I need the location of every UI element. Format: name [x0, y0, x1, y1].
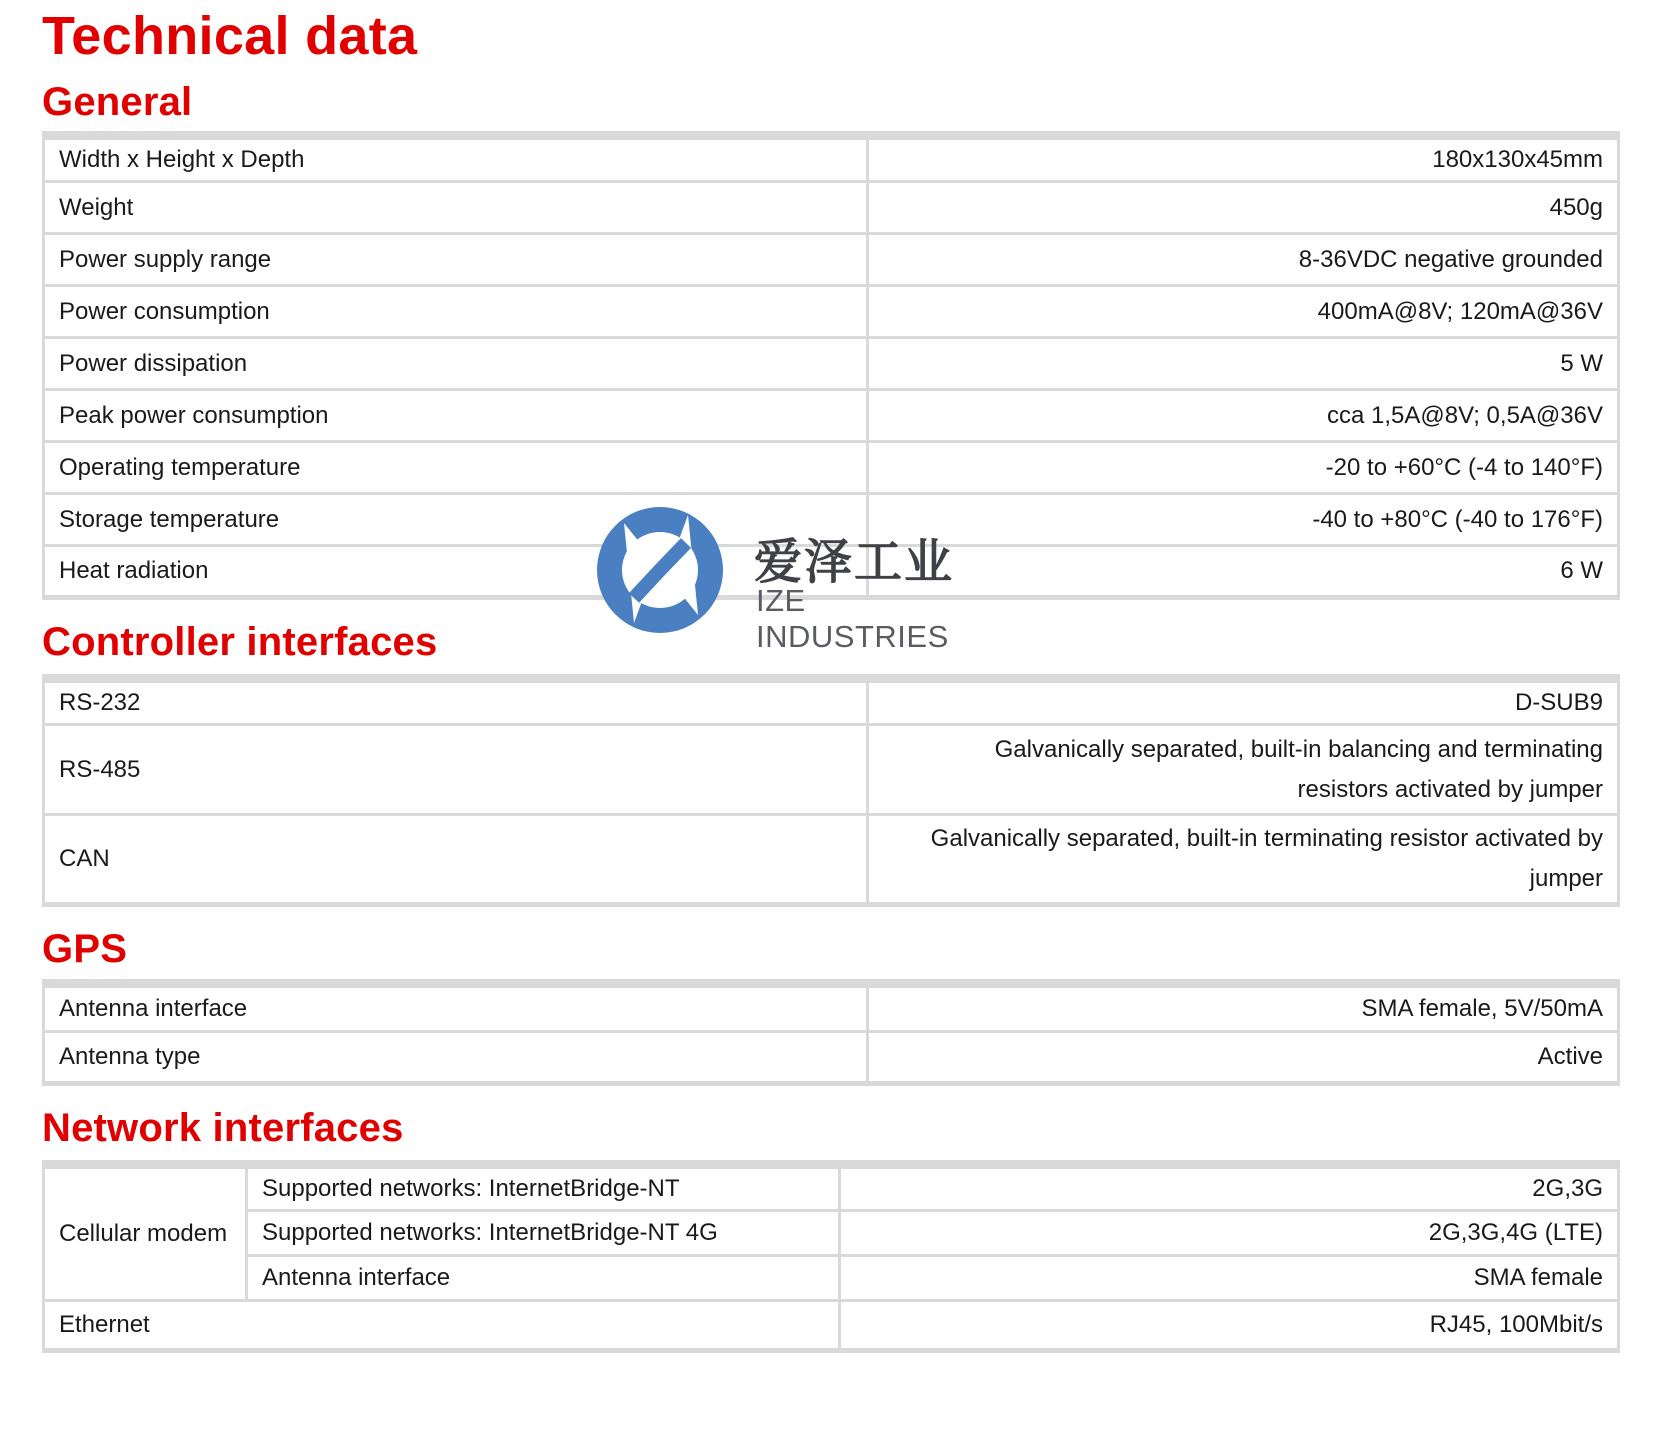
row-label: Antenna interface [44, 984, 868, 1032]
table-row [44, 725, 1619, 815]
row-value-line: Galvanically separated, built-in terminating resistor activated by [930, 825, 1603, 852]
row-value: 5 W [868, 338, 1619, 390]
watermark-english-text: IZE INDUSTRIES [756, 583, 949, 654]
row-value: 8-36VDC negative grounded [868, 234, 1619, 286]
row-value: 6 W [868, 546, 1619, 598]
row-label: Power dissipation [44, 338, 868, 390]
row-value: 2G,3G,4G (LTE) [840, 1211, 1619, 1256]
table-row [44, 679, 1619, 725]
row-value-line: Galvanically separated, built-in balancing and terminating [994, 735, 1603, 763]
row-label: Antenna interface [247, 1256, 840, 1301]
table-row [44, 1256, 1619, 1301]
row-label: Peak power consumption [44, 390, 868, 442]
table-row [44, 1301, 1619, 1351]
row-value: RJ45, 100Mbit/s [840, 1301, 1619, 1351]
row-label: Heat radiation [44, 546, 868, 598]
row-value: cca 1,5A@8V; 0,5A@36V [868, 390, 1619, 442]
general-table [42, 131, 1620, 600]
row-value: 2G,3G [1532, 1175, 1603, 1202]
table-row [44, 136, 1619, 182]
section-title-gps: GPS [42, 927, 128, 971]
watermark-chinese-text: 爱泽工业 [754, 534, 955, 590]
section-title-controller-interfaces: Controller interfaces [42, 620, 438, 664]
technical-data-document [42, 0, 1620, 1353]
table-row [44, 182, 1619, 234]
row-label: RS-485 [44, 725, 868, 815]
network-interfaces-table [42, 1160, 1620, 1353]
controller-interfaces-table [42, 674, 1620, 907]
table-row [44, 494, 1619, 546]
table-row [44, 1211, 1619, 1256]
row-label: RS-232 [44, 679, 868, 725]
group-label: Cellular modem [44, 1165, 247, 1301]
row-value: SMA female, 5V/50mA [1361, 995, 1603, 1022]
row-value: -40 to +80°C (-40 to 176°F) [868, 494, 1619, 546]
table-row [44, 984, 1619, 1032]
row-value: Active [868, 1032, 1619, 1084]
row-label: Supported networks: InternetBridge-NT 4G [247, 1211, 840, 1256]
table-row [44, 442, 1619, 494]
table-row [44, 338, 1619, 390]
row-value: -20 to +60°C (-4 to 140°F) [868, 442, 1619, 494]
row-value: 450g [868, 182, 1619, 234]
row-label: Antenna type [44, 1032, 868, 1084]
row-label: Power supply range [44, 234, 868, 286]
row-label: CAN [44, 815, 868, 905]
table-row [44, 815, 1619, 905]
row-value: 180x130x45mm [1432, 146, 1603, 173]
row-label: Storage temperature [44, 494, 868, 546]
table-row [44, 546, 1619, 598]
row-value: D-SUB9 [1514, 689, 1603, 716]
table-row [44, 1165, 1619, 1211]
row-value: 400mA@8V; 120mA@36V [868, 286, 1619, 338]
table-row [44, 234, 1619, 286]
row-value: SMA female [840, 1256, 1619, 1301]
row-value-line: jumper [1529, 865, 1603, 892]
table-row [44, 286, 1619, 338]
row-label: Power consumption [44, 286, 868, 338]
section-title-general: General [42, 80, 193, 124]
table-row [44, 390, 1619, 442]
row-value [868, 815, 1619, 905]
gps-table [42, 979, 1620, 1086]
row-label: Operating temperature [44, 442, 868, 494]
row-value [868, 725, 1619, 815]
section-title-network-interfaces: Network interfaces [42, 1106, 404, 1150]
table-row [44, 1032, 1619, 1084]
row-label: Supported networks: InternetBridge-NT [247, 1165, 840, 1211]
row-label: Ethernet [44, 1301, 840, 1351]
row-label: Weight [44, 182, 868, 234]
row-value-line: resistors activated by jumper [1297, 775, 1603, 803]
page-title: Technical data [42, 6, 418, 66]
row-label: Width x Height x Depth [44, 136, 868, 182]
